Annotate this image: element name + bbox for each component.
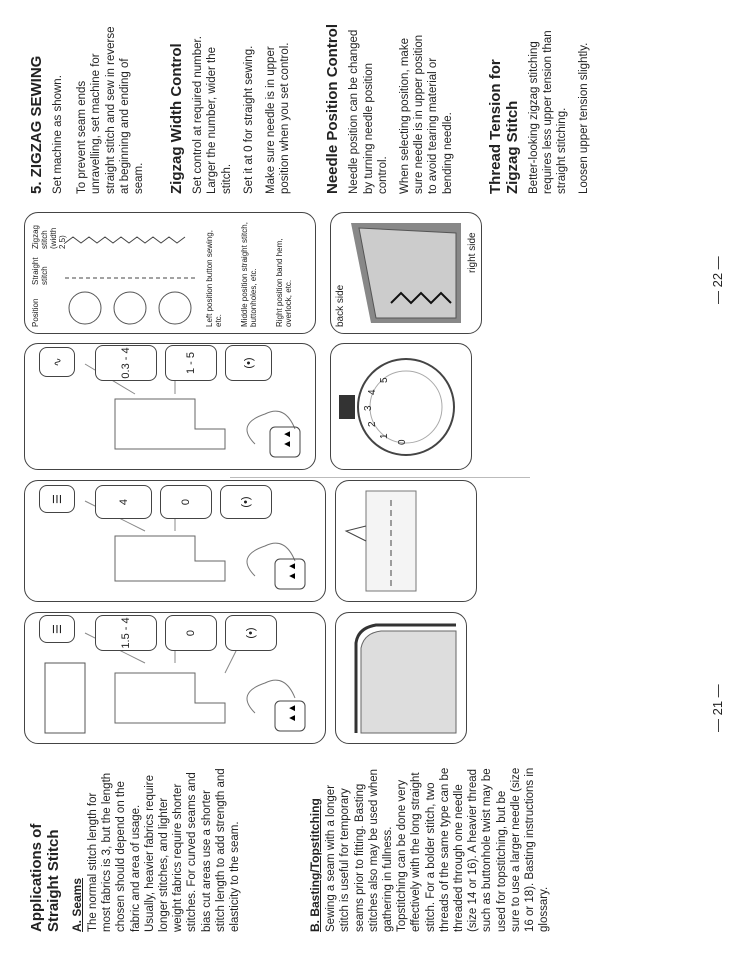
needle-position-panel [24, 212, 316, 334]
tension-fabric-panel [330, 212, 482, 334]
width-setting-2: 0 [160, 485, 212, 519]
left-page-title: Applications of Straight Stitch [28, 823, 62, 932]
needle-position-heading: Needle Position Control [324, 23, 342, 194]
back-side-label: back side [335, 284, 346, 327]
zigzag-intro-2: To prevent seam ends unravelling, set machine for straight stitch and sew in reverse at beginning and ending of seam. [76, 26, 146, 194]
zigzag-width-p1: Set control at required number. Larger the number, wider the stitch. [192, 36, 233, 194]
zigzag-width-p2: Set it at 0 for straight sewing. [242, 45, 255, 194]
zigzag-machine-panel [24, 343, 316, 470]
seams-text: The normal stitch length for most fabrics is 3, but the length chosen should depend on the fabric and area of usage. Usually, heavier fabrics require longer stitches, and lighter weight fabrics require shorter stitches. For curved seams and bias cut areas use a shorter stitch length to add strength and elasticity to the seam. [87, 768, 242, 932]
zigzag-width-setting: 1 - 5 [165, 345, 217, 381]
thread-tension-heading: Thread Tension for Zigzag Stitch [486, 59, 521, 194]
dial-2: 2 [367, 421, 378, 427]
dial-1: 1 [379, 433, 390, 439]
seam-fabric-illustration [336, 613, 466, 743]
svg-text:▲▲: ▲▲ [287, 703, 298, 723]
length-setting: 1.5 - 4 [95, 615, 157, 651]
dial-3: 3 [363, 405, 374, 411]
dial-0: 0 [397, 439, 408, 445]
width-dial-panel [330, 343, 472, 470]
zigzag-icon-box: ∿ [39, 347, 75, 377]
width-setting: 0 [165, 615, 217, 651]
table-row-right: Right position band hem, overlock, etc. [275, 238, 293, 327]
needle-position-setting-2: (•) [220, 485, 272, 519]
width-dial-illustration [331, 344, 471, 469]
seams-fabric-panel [335, 612, 467, 744]
needle-position-setting: (•) [225, 615, 277, 651]
stitch-icon-box-2: ☰ [39, 485, 75, 513]
zigzag-needle-setting: (•) [225, 345, 272, 381]
dial-5: 5 [379, 377, 390, 383]
basting-machine-panel [24, 480, 326, 602]
svg-text:▲▲: ▲▲ [282, 429, 293, 449]
seams-heading: A. Seams [70, 877, 84, 932]
stitch-icon-box: ☰ [39, 615, 75, 643]
table-row-middle: Middle position straight stitch, buttonholes, etc. [240, 222, 258, 327]
basting-heading: B. Basting/Topstitching [308, 798, 323, 932]
right-text-column [28, 24, 600, 194]
table-header-straight: Straight stitch [31, 257, 49, 285]
needle-position-p1: Needle position can be changed by turning needle position control. [348, 29, 389, 194]
position-table-grid [25, 213, 315, 333]
right-side-label: right side [467, 232, 478, 273]
left-page-number: — 21 — [710, 684, 725, 732]
basting-fabric-illustration [336, 481, 476, 601]
thread-tension-p2: Loosen upper tension slightly. [578, 42, 591, 194]
zigzag-length-setting: 0.3 - 4 [95, 345, 157, 381]
table-header-position: Position [31, 298, 40, 327]
zigzag-width-heading: Zigzag Width Control [168, 43, 186, 194]
svg-text:▲▲: ▲▲ [287, 561, 298, 581]
zigzag-width-p3: Make sure needle is in upper position when you set control. [265, 42, 292, 194]
page-divider [230, 477, 530, 478]
zigzag-intro: Set machine as shown. [52, 75, 64, 194]
right-page-title: 5. ZIGZAG SEWING [28, 55, 45, 194]
thread-tension-p1: Better-looking zigzag stitching requires less upper tension than straight stitching. [527, 30, 569, 194]
tension-fabric-illustration [331, 213, 481, 333]
dial-4: 4 [367, 389, 378, 395]
table-header-zigzag: Zigzag stitch (width 2.5) [31, 224, 67, 249]
basting-fabric-panel [335, 480, 477, 602]
table-row-left: Left position button sewing, etc. [205, 230, 223, 327]
left-text-column [28, 766, 551, 932]
seams-machine-panel [24, 612, 326, 744]
basting-text: Sewing a seam with a longer stitch is useful for temporary seams prior to fitting. Basting stitches also may be used when gathering in fullness. Topstitching can be done very effectively with the long straight stitch. For a bolder stitch, two threads of the same type can be threaded through one needle (size 14 or 16). A heavier thread such as buttonhole twist may be used for topstitching, but be sure to use a larger needle (size 16 or 18). Basting instructions in glossary. [325, 767, 551, 932]
length-setting-2: 4 [95, 485, 152, 519]
needle-position-p2: When selecting position, make sure needle is in upper position to avoid tearing material or bending needle. [399, 34, 454, 194]
right-page-number: — 22 — [710, 256, 725, 304]
